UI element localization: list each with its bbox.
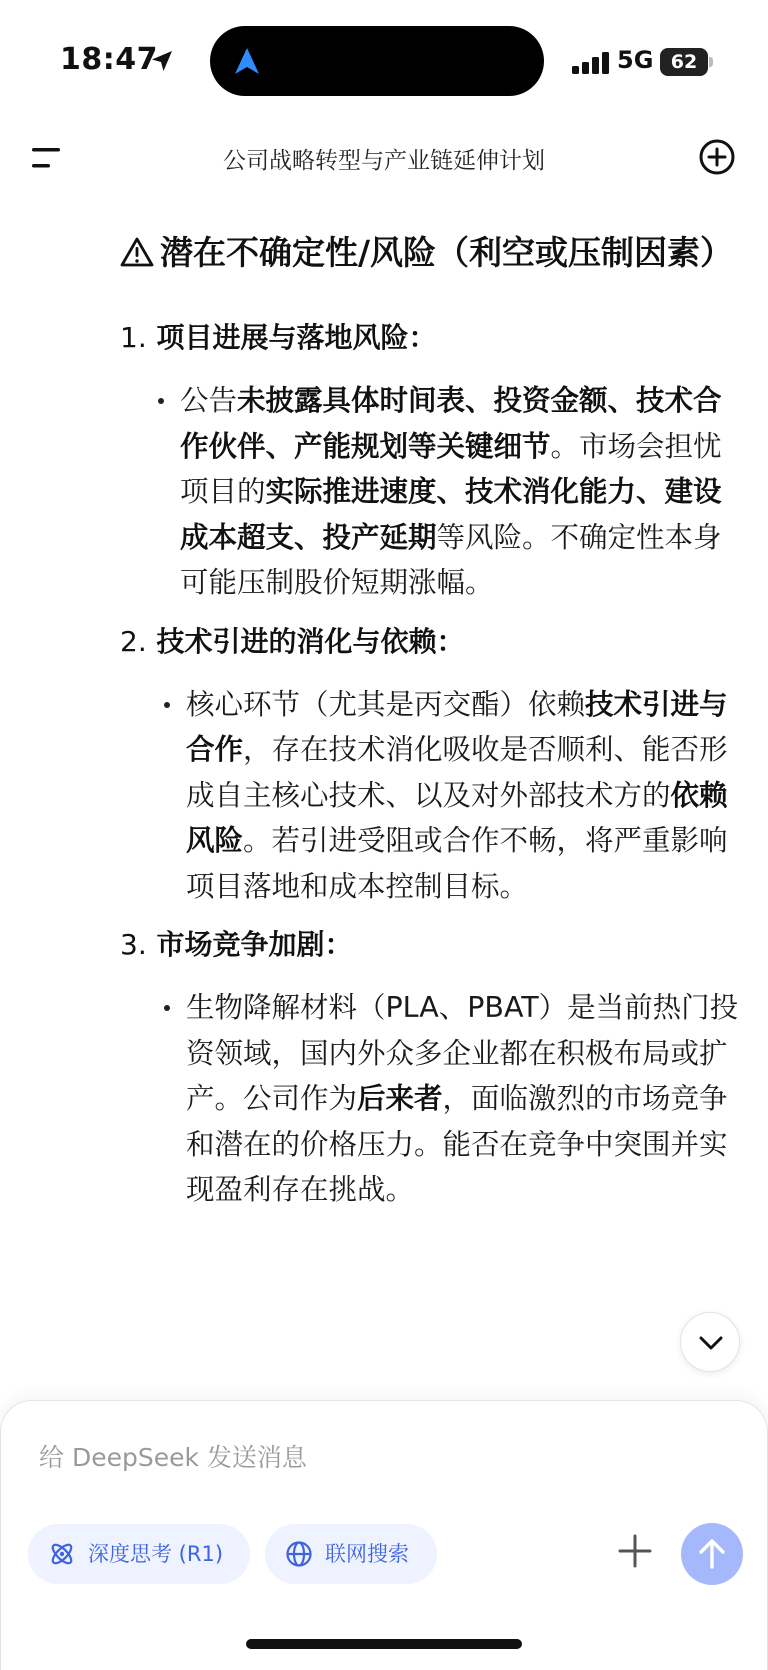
list-item-title-text: 项目进展与落地风险：	[156, 321, 437, 354]
signal-icon	[572, 52, 610, 74]
bullet-text: 核心环节（尤其是丙交酯）依赖	[186, 687, 586, 721]
globe-icon	[285, 1540, 313, 1568]
list-item-number: 2.	[120, 624, 147, 658]
menu-icon[interactable]	[32, 144, 66, 172]
list-item-title	[120, 925, 740, 965]
location-arrow-icon	[150, 49, 174, 73]
bullet-text: ，面临激烈的市场竞争和潜在的价格压力。能否在竞争中突围并实现盈利存在挑战。	[186, 1082, 728, 1206]
list-item-bullet	[180, 378, 740, 606]
atom-icon	[48, 1540, 76, 1568]
list-item-number: 3.	[120, 928, 147, 961]
bullet-bold-text: 后来者	[357, 1082, 443, 1115]
content-fade	[0, 1280, 768, 1410]
message-input[interactable]	[39, 1435, 639, 1479]
bullet-text: 。市场会担忧项目的	[180, 429, 722, 508]
list-item-bullet	[186, 682, 740, 910]
message-content	[120, 228, 740, 1213]
status-time: 18:47	[60, 42, 158, 77]
navigation-arrow-icon	[232, 46, 262, 76]
home-indicator	[246, 1639, 522, 1649]
scroll-down-button[interactable]	[680, 1312, 740, 1372]
message-composer	[0, 1400, 768, 1670]
list-item-title-text: 技术引进的消化与依赖：	[156, 624, 465, 658]
plus-icon[interactable]	[615, 1531, 655, 1571]
web-search-label: 联网搜索	[325, 1542, 409, 1566]
bullet-text: 生物降解材料（PLA、PBAT）是当前热门投资领域，国内外众多企业都在积极布局或扩产。公司作为	[186, 991, 739, 1115]
bullet-bold-text: 实际推进速度、技术消化能力、建设成本超支、投产延期	[180, 475, 722, 554]
bullet-text: 。若引进受阻或合作不畅，将严重影响项目落地和成本控制目标。	[186, 824, 728, 903]
send-arrow-icon	[698, 1538, 726, 1570]
bullet-bold-text: 未披露具体时间表、投资金额、技术合作伙伴、产能规划等关键细节	[180, 384, 722, 463]
section-heading	[120, 228, 740, 278]
section-heading-text: 潜在不确定性/风险（利空或压制因素）	[160, 233, 734, 272]
bullet-text: 公告	[180, 384, 238, 417]
deep-think-button[interactable]	[28, 1524, 250, 1584]
list-item-title	[120, 318, 740, 358]
warning-icon	[120, 237, 154, 267]
page-title: 公司战略转型与产业链延伸计划	[223, 148, 545, 174]
status-bar	[0, 0, 768, 120]
bullet-text: ，存在技术消化吸收是否顺利、能否形成自主核心技术、以及对外部技术方的	[186, 733, 728, 812]
send-button[interactable]	[681, 1523, 743, 1585]
battery-icon	[660, 48, 708, 76]
battery-tip	[709, 57, 713, 67]
dynamic-island	[210, 26, 544, 96]
web-search-button[interactable]	[265, 1524, 437, 1584]
chevron-down-icon	[698, 1333, 724, 1353]
new-chat-icon[interactable]	[698, 138, 736, 176]
battery-level: 62	[670, 51, 698, 73]
deep-think-label: 深度思考 (R1)	[88, 1542, 224, 1566]
bullet-bold-text: 依赖风险	[186, 778, 728, 857]
chat-header	[0, 120, 768, 195]
bullet-bold-text: 技术引进与合作	[186, 687, 728, 766]
network-type: 5G	[617, 46, 654, 74]
list-item-number: 1.	[120, 321, 147, 354]
list-item-title	[120, 622, 740, 662]
list-item-bullet	[186, 985, 740, 1213]
list-item-title-text: 市场竞争加剧：	[156, 928, 353, 961]
bullet-text: 等风险。不确定性本身可能压制股价短期涨幅。	[180, 520, 722, 599]
